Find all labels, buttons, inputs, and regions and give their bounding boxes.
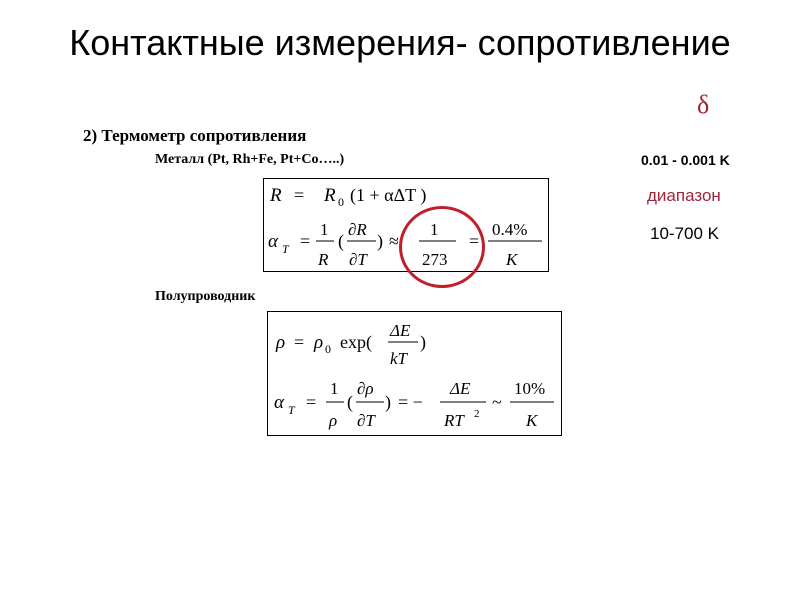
fraction-denominator: ∂T: [357, 411, 375, 430]
formula-equals: =: [469, 231, 480, 251]
open-paren: (: [347, 392, 353, 412]
formula-equals: =: [300, 231, 311, 251]
close-paren: ): [377, 231, 383, 251]
semiconductor-subheading: Полупроводник: [155, 289, 256, 304]
section-heading: 2) Термометр сопротивления: [83, 126, 307, 145]
formula-sub-T: T: [288, 403, 295, 417]
fraction-numerator: ∂ρ: [357, 379, 374, 398]
formula-paren-term: (1 + αΔT ): [350, 185, 427, 205]
open-paren: (: [338, 231, 344, 251]
accuracy-value: 0.01 - 0.001 K: [641, 152, 730, 168]
fraction-denominator: ∂T: [349, 250, 367, 269]
fraction-denominator: K: [526, 411, 538, 430]
formula-alpha: α: [268, 231, 278, 252]
close-paren: ): [385, 392, 391, 412]
equals-minus: = −: [398, 392, 423, 412]
fraction-numerator: ∂R: [348, 220, 367, 239]
fraction-numerator: ΔE: [450, 379, 471, 398]
metal-subheading: Металл (Pt, Rh+Fe, Pt+Co…..): [155, 152, 345, 167]
fraction-numerator: 10%: [514, 379, 546, 398]
formula-rho0: ρ: [314, 332, 324, 353]
highlight-circle: [399, 206, 485, 288]
fraction-denominator: 273: [422, 250, 448, 269]
semiconductor-formula-box: [267, 311, 562, 436]
formula-alpha: α: [274, 392, 284, 413]
delta-symbol: δ: [697, 90, 710, 119]
fraction-denominator: ρ: [329, 411, 338, 430]
formula-R: R: [270, 185, 282, 206]
formula-sub-T: T: [282, 242, 289, 256]
formula-equals: =: [306, 392, 317, 412]
fraction-numerator: 0.4%: [492, 220, 528, 239]
fraction-numerator: ΔE: [390, 321, 411, 340]
range-value: 10-700 K: [650, 224, 719, 243]
formula-sub-0: 0: [338, 195, 344, 209]
fraction-denominator: RT: [444, 411, 464, 430]
slide-title: Контактные измерения- сопротивление: [69, 22, 731, 63]
fraction-denominator: R: [318, 250, 329, 269]
fraction-denominator: K: [506, 250, 518, 269]
fraction-numerator: 1: [430, 220, 439, 239]
formula-sub-0: 0: [325, 342, 331, 356]
fraction-numerator: 1: [320, 220, 329, 239]
formula-equals: =: [294, 332, 305, 352]
formula-R0: R: [324, 185, 336, 206]
formula-rho: ρ: [276, 332, 286, 353]
close-paren: ): [420, 332, 426, 352]
tilde-sign: ~: [492, 392, 502, 412]
range-label: диапазон: [647, 186, 721, 205]
approx-sign: ≈: [389, 231, 399, 251]
fraction-denominator: kT: [390, 349, 407, 368]
formula-exp: exp(: [340, 332, 372, 352]
formula-equals: =: [294, 185, 305, 205]
fraction-numerator: 1: [330, 379, 339, 398]
superscript-2: 2: [474, 408, 480, 420]
semiconductor-formula: [268, 312, 561, 435]
